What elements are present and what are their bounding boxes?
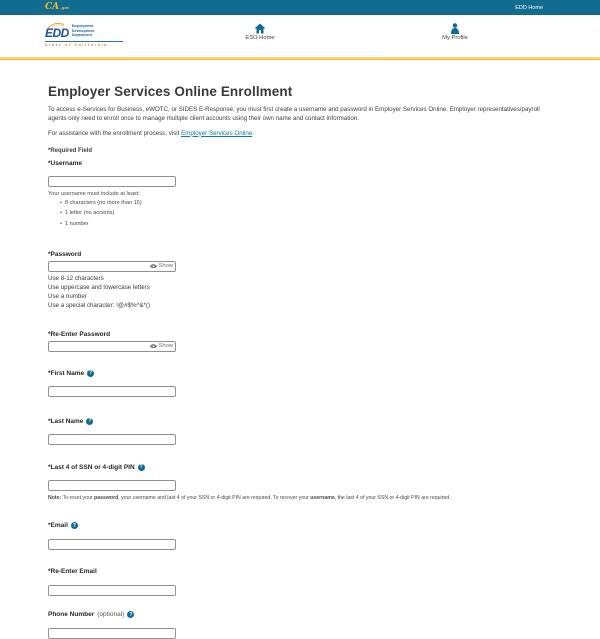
reenter-email-label: *Re-Enter Email (48, 568, 97, 576)
username-hint-title: Your username must include at least: (48, 190, 140, 197)
username-requirement-item: • 1 letter (no accents) (60, 210, 555, 216)
phone-label: Phone Number (48, 611, 95, 619)
edd-logo-department-lines (72, 24, 95, 39)
email-help-icon[interactable]: ? (72, 522, 76, 529)
edd-logo-tagline: State of California (45, 41, 123, 48)
username-requirement-item: • 8 characters (no more than 15) (60, 200, 555, 206)
ca-gov-logo[interactable] (45, 3, 69, 12)
nav-label: ESO Home (245, 35, 275, 41)
note-text: , the last 4 of your SSN or 4-digit PIN are required. (334, 494, 451, 501)
edd-logo-line: Development (71, 28, 95, 33)
edd-logo[interactable] (45, 22, 123, 47)
first-name-label-row (48, 370, 555, 377)
last-name-label-row (48, 418, 555, 425)
reenter-password-field-group (48, 331, 555, 352)
first-name-input[interactable] (48, 386, 176, 397)
nav-label: My Profile (442, 35, 468, 41)
email-field-group (48, 522, 555, 550)
email-input[interactable] (48, 539, 176, 550)
nav-item-my-profile[interactable] (425, 21, 485, 41)
username-requirement-item: • 1 number (60, 221, 555, 227)
password-requirement-line: Use a special character: !@#$%^&*() (48, 301, 151, 309)
reenter-password-input-box (48, 341, 176, 352)
username-label: *Username (48, 159, 82, 167)
password-input-box (48, 261, 176, 272)
eye-icon (150, 264, 157, 269)
password-requirement-line: Use a number (48, 292, 87, 300)
assistance-paragraph (48, 130, 555, 137)
assistance-text: For assistance with the enrollment process, visit (48, 129, 182, 137)
required-field-note: *Required Field (48, 147, 93, 154)
global-utility-bar (0, 0, 600, 15)
password-requirement-line: Use 8-12 characters (48, 274, 104, 282)
reenter-password-input[interactable] (49, 342, 150, 351)
ssn-pin-note (48, 495, 555, 502)
reenter-email-field-group (48, 568, 555, 596)
eye-icon (150, 344, 157, 349)
edd-logo-line: Department (71, 33, 92, 38)
profile-icon (425, 21, 485, 33)
note-bold: Note: (48, 494, 62, 501)
brand-header (0, 15, 600, 57)
username-field-group (48, 160, 555, 227)
phone-label-row (48, 611, 555, 618)
note-bold: password (94, 494, 119, 501)
first-name-help-icon[interactable]: ? (89, 370, 93, 377)
phone-field-group (48, 611, 555, 639)
password-label: *Password (48, 250, 82, 258)
password-show-toggle[interactable] (150, 263, 175, 269)
password-requirements (48, 275, 555, 311)
email-label-row (48, 522, 555, 529)
first-name-label: *First Name (48, 369, 85, 377)
page-title: Employer Services Online Enrollment (48, 84, 293, 99)
last-name-help-icon[interactable]: ? (88, 418, 92, 425)
ca-gov-logo-suffix: .gov (60, 5, 70, 10)
note-text: , your username and last 4 of your SSN or 4-digit PIN are required. To recover your (118, 494, 311, 501)
username-requirements-list (48, 200, 555, 227)
last-name-input[interactable] (48, 434, 176, 445)
edd-logo-acronym: EDD (45, 26, 69, 40)
employer-services-online-link[interactable]: Employer Services Online (181, 129, 253, 137)
ssn-pin-help-icon[interactable]: ? (139, 464, 143, 471)
reenter-password-label: *Re-Enter Password (48, 330, 111, 338)
ssn-pin-field-group (48, 464, 555, 502)
ssn-pin-input[interactable] (48, 480, 176, 491)
edd-home-link[interactable]: EDD Home (515, 4, 543, 11)
reenter-email-input[interactable] (48, 585, 176, 596)
ssn-pin-label: *Last 4 of SSN or 4-digit PIN (48, 463, 135, 471)
phone-input[interactable] (48, 628, 176, 639)
home-icon (230, 21, 290, 33)
password-input[interactable] (49, 262, 150, 271)
email-label: *Email (48, 522, 68, 530)
password-show-label: Show (158, 263, 173, 270)
phone-help-icon[interactable]: ? (129, 611, 133, 618)
username-input[interactable] (48, 176, 176, 187)
assistance-suffix: . (252, 129, 255, 137)
ssn-pin-label-row (48, 464, 555, 471)
reenter-password-show-label: Show (158, 343, 173, 350)
main-content (0, 60, 600, 639)
edd-logo-arcs-icon (47, 22, 69, 29)
password-requirement-line: Use uppercase and lowercase letters (48, 283, 150, 291)
note-text: To reset your (61, 494, 95, 501)
last-name-field-group (48, 418, 555, 446)
reenter-password-show-toggle[interactable] (150, 343, 175, 349)
phone-optional-label: (optional) (97, 611, 125, 619)
first-name-field-group (48, 370, 555, 398)
ca-gov-logo-text: CA (45, 2, 60, 12)
last-name-label: *Last Name (48, 417, 84, 425)
password-field-group (48, 251, 555, 311)
edd-logo-line: Employment (71, 23, 94, 28)
note-bold: username (310, 494, 335, 501)
nav-item-eso-home[interactable] (230, 21, 290, 41)
intro-paragraph: To access e-Services for Business, eWOTC, or SIDES E-Response, you must first create a username and password in Employer Services Online. Employer representatives/payroll agents only need to enroll once to manage multiple client accounts using their own name and contact information. (48, 106, 540, 123)
